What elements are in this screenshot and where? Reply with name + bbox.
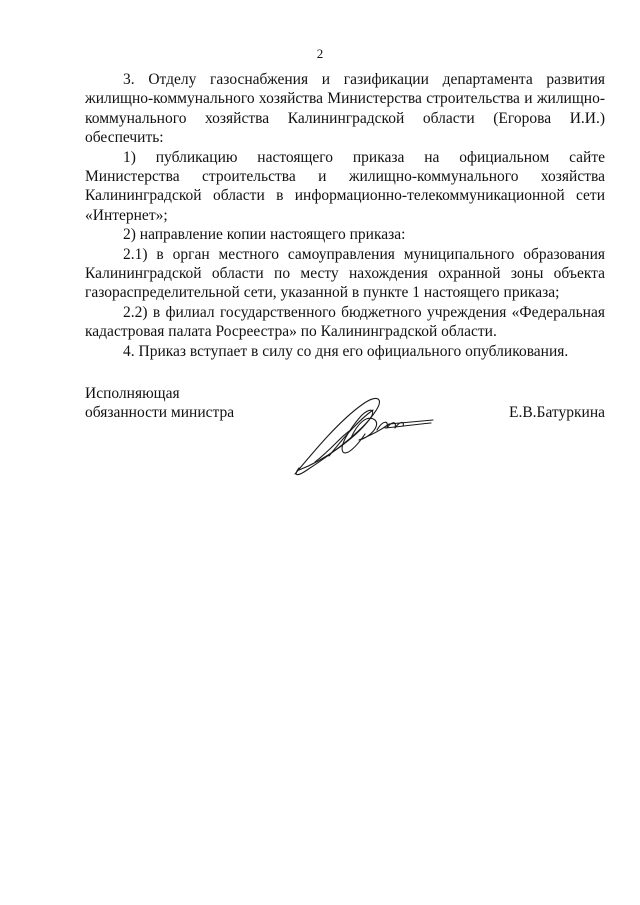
paragraph-3-2-1: 2.1) в орган местного самоуправления муниципального образования Калининградской области по месту нахождения охранной зоны объекта газораспределительной сети, указанной в пункте 1 настоящего приказа;	[85, 245, 605, 302]
signer-title	[85, 384, 234, 423]
signer-title-line-1: Исполняющая	[85, 385, 180, 402]
paragraph-3-2-2: 2.2) в филиал государственного бюджетного учреждения «Федеральная кадастровая палата Росреестра» по Калининградской области.	[85, 303, 605, 341]
page-number: 2	[316, 46, 324, 61]
paragraph-3-2: 2) направление копии настоящего приказа:	[123, 226, 406, 244]
paragraph-3: 3. Отделу газоснабжения и газификации департамента развития жилищно-коммунального хозяйства Министерства строительства и жилищно-коммунального хозяйства Калининградской области (Егорова И.И.) обеспечить:	[85, 71, 605, 147]
paragraph-3-1: 1) публикацию настоящего приказа на официальном сайте Министерства строительства и жилищно-коммунального хозяйства Калининградской области в информационно-телекоммуникационной сети «Интернет»;	[85, 148, 605, 224]
document-body	[85, 70, 605, 361]
signature-block	[85, 384, 605, 494]
handwritten-signature	[285, 390, 435, 482]
paragraph-4: 4. Приказ вступает в силу со дня его официального опубликования.	[123, 342, 569, 360]
signer-name: Е.В.Батуркина	[508, 404, 605, 422]
signer-title-line-2: обязанности министра	[85, 404, 235, 422]
